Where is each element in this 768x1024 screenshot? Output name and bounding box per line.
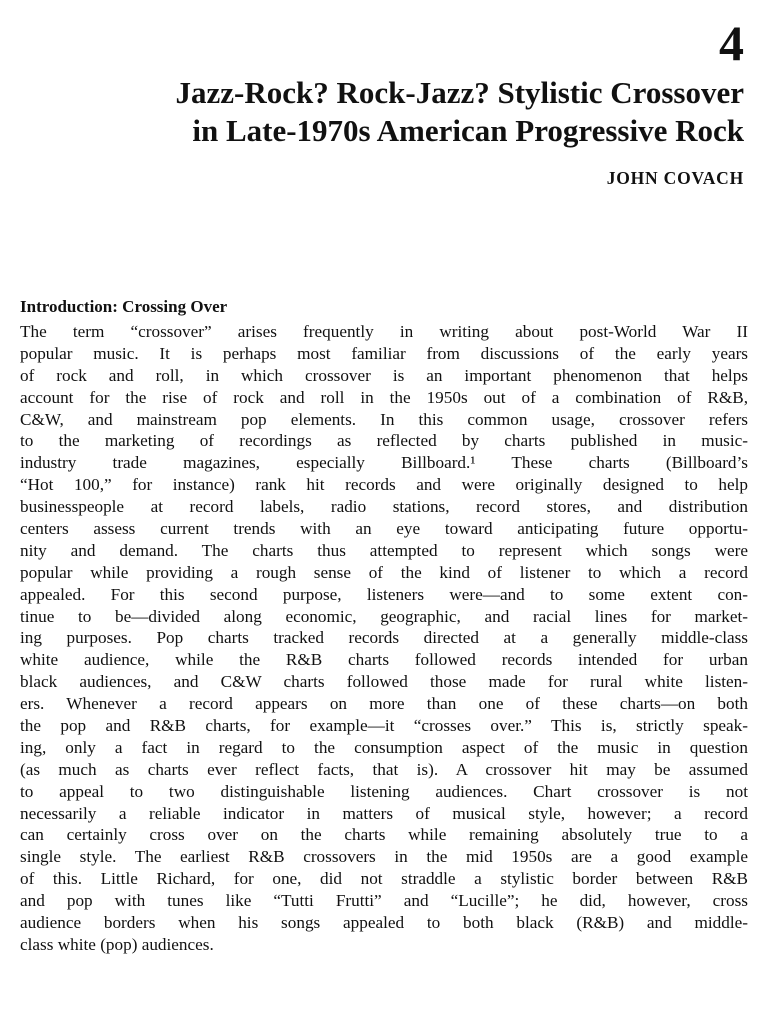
body-line: nity and demand. The charts thus attempted to represent which songs were <box>20 540 748 560</box>
body-line: of rock and roll, in which crossover is an important phenomenon that helps <box>20 365 748 385</box>
body-line: black audiences, and C&W charts followed those made for rural white listen- <box>20 672 748 692</box>
body-line: The term “crossover” arises frequently in writing about post-World War II <box>20 322 748 341</box>
body-line: tinue to be—divided along economic, geographic, and racial lines for market- <box>20 606 748 626</box>
body-line: white audience, while the R&B charts followed records intended for urban <box>20 650 748 670</box>
body-line: and pop with tunes like “Tutti Frutti” and “Lucille”; he did, however, cross <box>20 891 748 911</box>
chapter-title <box>14 74 744 150</box>
body-line: ers. Whenever a record appears on more than one of these charts—on both <box>20 694 748 714</box>
body-line: “Hot 100,” for instance) rank hit records and were originally designed to help <box>20 475 748 495</box>
body-line: account for the rise of rock and roll in the 1950s out of a combination of R&B, <box>20 387 748 407</box>
body-line: industry trade magazines, especially Billboard.¹ These charts (Billboard’s <box>20 453 748 473</box>
chapter-title-line: Jazz-Rock? Rock-Jazz? Stylistic Crossover <box>175 75 744 110</box>
body-line: C&W, and mainstream pop elements. In this common usage, crossover refers <box>20 409 748 429</box>
body-line: ing purposes. Pop charts tracked records directed at a generally middle-class <box>20 628 748 648</box>
body-line: (as much as charts ever reflect facts, that is). A crossover hit may be assumed <box>20 759 748 779</box>
body-line: centers assess current trends with an eye toward anticipating future opportu- <box>20 519 748 539</box>
body-line: appealed. For this second purpose, listeners were—and to some extent con- <box>20 584 748 604</box>
body-line: necessarily a reliable indicator in matters of musical style, however; a record <box>20 803 748 823</box>
body-line: single style. The earliest R&B crossovers in the mid 1950s are a good example <box>20 847 748 867</box>
body-line: popular while providing a rough sense of the kind of listener to which a record <box>20 562 748 582</box>
body-line: to appeal to two distinguishable listening audiences. Chart crossover is not <box>20 781 748 801</box>
body-line: ing, only a fact in regard to the consumption aspect of the music in question <box>20 737 748 757</box>
chapter-number: 4 <box>719 15 744 71</box>
body-line: the pop and R&B charts, for example—it “crosses over.” This is, strictly speak- <box>20 716 748 736</box>
chapter-title-line: in Late-1970s American Progressive Rock <box>192 113 744 148</box>
body-line: popular music. It is perhaps most familiar from discussions of the early years <box>20 343 748 363</box>
body-line: businesspeople at record labels, radio stations, record stores, and distribution <box>20 497 748 517</box>
body-line: audience borders when his songs appealed to both black (R&B) and middle- <box>20 913 748 933</box>
body-line: of this. Little Richard, for one, did not straddle a stylistic border between R&B <box>20 869 748 889</box>
section-heading: Introduction: Crossing Over <box>20 297 228 316</box>
body-line: can certainly cross over on the charts while remaining absolutely true to a <box>20 825 748 845</box>
body-line: to the marketing of recordings as reflected by charts published in music- <box>20 431 748 451</box>
body-line: class white (pop) audiences. <box>20 934 214 954</box>
body-paragraph <box>20 321 748 956</box>
author-name: JOHN COVACH <box>606 168 744 188</box>
